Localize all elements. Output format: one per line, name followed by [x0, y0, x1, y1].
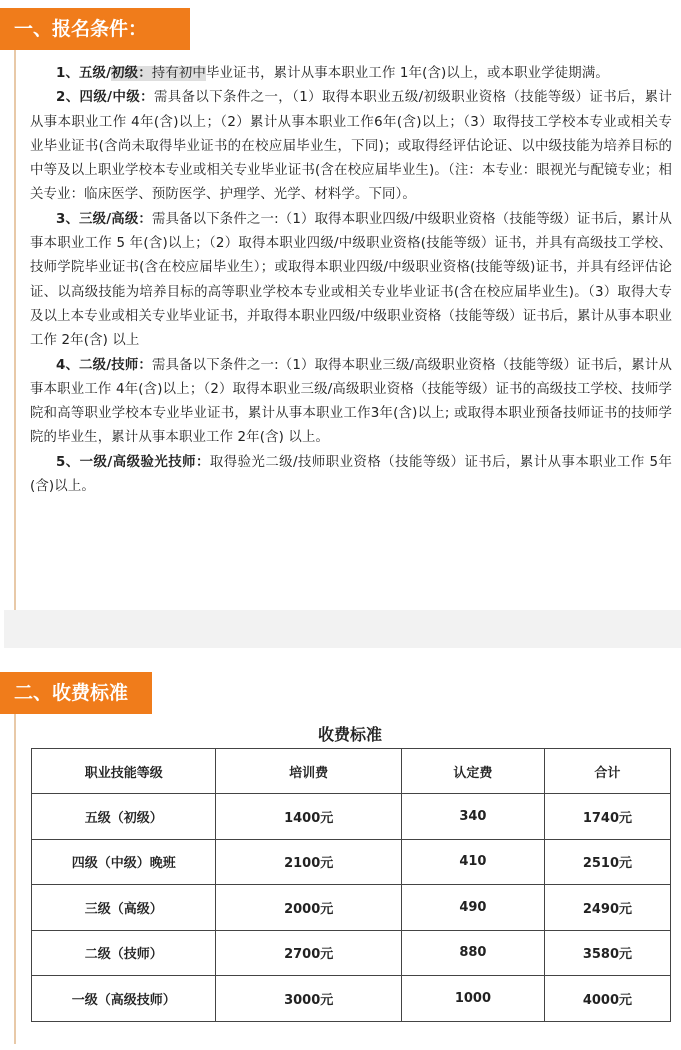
cell-level: 五级（初级） — [32, 794, 216, 840]
requirement-label: 4、二级/技师： — [56, 357, 152, 373]
requirement-item-3 — [30, 208, 672, 354]
fee-table-title: 收费标准 — [317, 725, 382, 744]
cell-total: 2490元 — [544, 885, 670, 931]
requirement-item-2 — [30, 86, 672, 207]
cell-training-fee: 2100元 — [216, 839, 402, 885]
requirement-item-1 — [30, 62, 672, 86]
requirement-label: 2、四级/中级： — [56, 90, 154, 106]
requirement-label: 5、一级/高级验光技师： — [56, 454, 210, 470]
cell-total: 4000元 — [544, 976, 670, 1022]
table-row — [32, 794, 671, 840]
header-certification-fee: 认定费 — [401, 749, 544, 794]
cell-total: 2510元 — [544, 839, 670, 885]
table-row — [32, 839, 671, 885]
table-row — [32, 930, 671, 976]
cell-total: 3580元 — [544, 930, 670, 976]
requirement-item-5 — [30, 451, 672, 500]
table-header-row — [32, 749, 671, 794]
header-total: 合计 — [544, 749, 670, 794]
cell-level: 三级（高级） — [32, 885, 216, 931]
cell-training-fee: 2700元 — [216, 930, 402, 976]
cell-training-fee: 3000元 — [216, 976, 402, 1022]
cell-certification-fee: 340 — [401, 794, 544, 840]
table-row — [32, 885, 671, 931]
cell-level: 四级（中级）晚班 — [32, 839, 216, 885]
requirement-text: 需具备以下条件之一:（1）取得本职业三级/高级职业资格（技能等级）证书后，累计从事本职业工作 4年(含)以上；（2）取得本职业三级/高级职业资格（技能等级）证书的高级技工学校、技师学院和高等职业学校本专业毕业证书，累计从事本职业工作3年(含)以上; 或取得本职业预备技师证书的技师学院的毕业生，累计从事本职业工作 2年(含) 以上。 — [30, 357, 672, 446]
fee-table — [31, 748, 671, 1022]
cell-certification-fee: 1000 — [401, 976, 544, 1022]
section-divider-line — [14, 714, 16, 1044]
cell-total: 1740元 — [544, 794, 670, 840]
requirement-text: 取得验光二级/技师职业资格（技能等级）证书后，累计从事本职业工作 5年(含)以上。 — [30, 454, 672, 495]
section-divider-line — [14, 50, 16, 620]
section-heading-requirements: 一、报名条件： — [0, 8, 190, 50]
cell-level: 二级（技师） — [32, 930, 216, 976]
section-separator — [4, 610, 681, 648]
requirement-label-highlight: 初级： — [111, 66, 152, 81]
header-training-fee: 培训费 — [216, 749, 402, 794]
cell-certification-fee: 880 — [401, 930, 544, 976]
requirement-text: 需具备以下条件之一，（1）取得本职业五级/初级职业资格（技能等级）证书后，累计从事本职业工作 4年(含)以上；（2）累计从事本职业工作6年(含)以上；（3）取得技工学校本专业或相关专业毕业证书(含尚未取得毕业证书的在校应届毕业生，下同)；或取得经评估论证、以中级技能为培养目标的中等及以上职业学校本专业或相关专业毕业证书(含在校应届毕业生)。（注：本专业：眼视光与配镜专业；相关专业：临床医学、预防医学、护理学、光学、材料学。下同）。 — [30, 90, 672, 203]
requirement-text-highlight: 持有初中 — [151, 66, 206, 81]
section-heading-fees: 二、收费标准 — [0, 672, 152, 714]
requirement-item-4 — [30, 354, 672, 451]
requirement-text: 需具备以下条件之一:（1）取得本职业四级/中级职业资格（技能等级）证书后，累计从事本职业工作 5 年(含)以上；（2）取得本职业四级/中级职业资格(技能等级）证书，并具有高级技工学校、技师学院毕业证书(含在校应届毕业生）；或取得本职业四级/中级职业资格(技能等级)证书，并具有经评估论证、以高级技能为培养目标的高等职业学校本专业或相关专业毕业证书(含在校应届毕业生)。（3）取得大专及以上本专业或相关专业毕业证书，并取得本职业四级/中级职业资格（技能等级）证书后，累计从事本职业工作 2年(含) 以上 — [30, 211, 672, 349]
requirement-text: 毕业证书，累计从事本职业工作 1年(含)以上，或本职业学徒期满。 — [205, 66, 609, 81]
requirement-label: 1、五级/ — [56, 66, 112, 81]
cell-certification-fee: 490 — [401, 885, 544, 931]
requirements-text — [30, 62, 672, 499]
cell-level: 一级（高级技师） — [32, 976, 216, 1022]
table-row — [32, 976, 671, 1022]
cell-training-fee: 2000元 — [216, 885, 402, 931]
header-level: 职业技能等级 — [32, 749, 216, 794]
cell-certification-fee: 410 — [401, 839, 544, 885]
cell-training-fee: 1400元 — [216, 794, 402, 840]
requirement-label: 3、三级/高级： — [56, 211, 152, 227]
